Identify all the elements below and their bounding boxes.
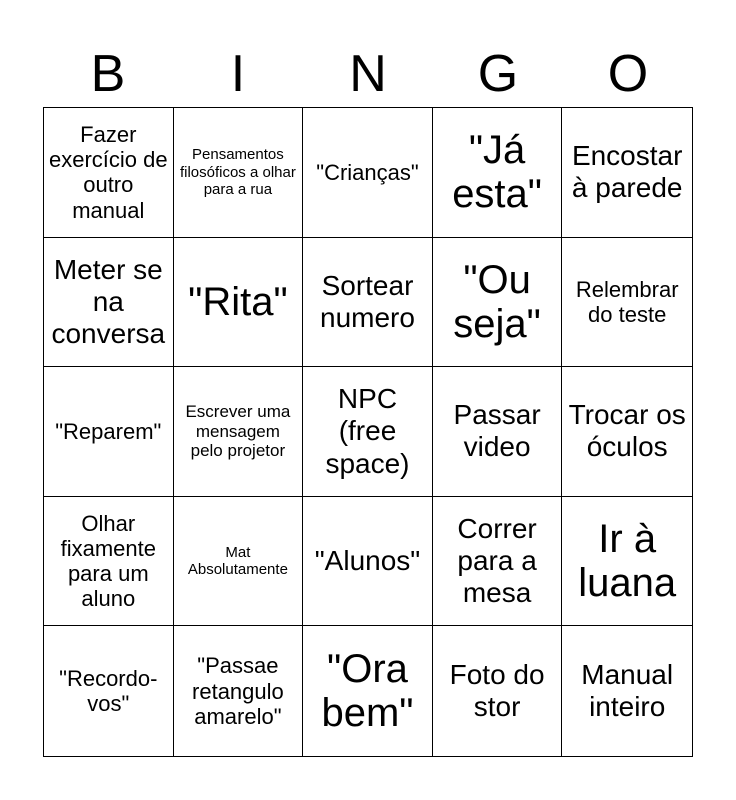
- bingo-cell-r3c4[interactable]: [433, 367, 563, 497]
- bingo-cell-r3c3-free-space[interactable]: [303, 367, 433, 497]
- bingo-cell-r5c5[interactable]: [562, 626, 692, 756]
- header-letter-n: N: [349, 45, 387, 103]
- cell-text: "Ora bem": [321, 647, 414, 736]
- bingo-cell-r2c3[interactable]: [303, 238, 433, 368]
- cell-text: Mat Absolutamente: [187, 543, 288, 579]
- bingo-cell-r1c1[interactable]: [44, 108, 174, 238]
- header-letter-g: G: [477, 45, 519, 103]
- cell-text: "Crianças": [316, 159, 419, 185]
- cell-text: Meter se na conversa: [51, 253, 166, 349]
- bingo-cell-r5c1[interactable]: [44, 626, 174, 756]
- bingo-cell-r4c5[interactable]: [562, 497, 692, 627]
- bingo-cell-r4c2[interactable]: [174, 497, 304, 627]
- cell-text: "Recordo-vos": [59, 665, 158, 717]
- bingo-header: [43, 40, 693, 108]
- cell-text: NPC (free space): [325, 383, 410, 479]
- bingo-cell-r5c4[interactable]: [433, 626, 563, 756]
- header-letter-o: O: [607, 45, 649, 103]
- bingo-cell-r4c3[interactable]: [303, 497, 433, 627]
- cell-text: "Rita": [188, 279, 288, 324]
- bingo-cell-r5c3[interactable]: [303, 626, 433, 756]
- cell-text: "Alunos": [314, 545, 421, 576]
- cell-text: Escrever uma mensagem pelo projetor: [185, 402, 291, 461]
- bingo-cell-r4c1[interactable]: [44, 497, 174, 627]
- cell-text: Encostar à parede: [571, 140, 683, 204]
- cell-text: Fazer exercício de outro manual: [48, 121, 168, 223]
- cell-text: "Reparem": [55, 418, 162, 444]
- bingo-cell-r1c3[interactable]: [303, 108, 433, 238]
- bingo-cell-r5c2[interactable]: [174, 626, 304, 756]
- bingo-cell-r1c2[interactable]: [174, 108, 304, 238]
- bingo-cell-r3c2[interactable]: [174, 367, 304, 497]
- bingo-cell-r1c5[interactable]: [562, 108, 692, 238]
- bingo-cell-r3c1[interactable]: [44, 367, 174, 497]
- bingo-board: [43, 107, 693, 757]
- cell-text: Ir à luana: [578, 517, 677, 606]
- cell-text: Manual inteiro: [581, 659, 674, 723]
- cell-text: Passar video: [453, 399, 541, 463]
- cell-text: Relembrar do teste: [575, 276, 679, 327]
- cell-text: Correr para a mesa: [457, 512, 537, 609]
- bingo-cell-r4c4[interactable]: [433, 497, 563, 627]
- header-letter-i: I: [230, 45, 246, 103]
- cell-text: "Ou seja": [453, 257, 541, 346]
- bingo-cell-r2c2[interactable]: [174, 238, 304, 368]
- cell-text: Olhar fixamente para um aluno: [60, 510, 156, 612]
- bingo-cell-r3c5[interactable]: [562, 367, 692, 497]
- header-letter-b: B: [90, 45, 126, 103]
- cell-text: "Já esta": [452, 128, 542, 217]
- cell-text: Foto do stor: [449, 659, 545, 723]
- cell-text: Trocar os óculos: [568, 399, 686, 463]
- bingo-cell-r1c4[interactable]: [433, 108, 563, 238]
- bingo-cell-r2c4[interactable]: [433, 238, 563, 368]
- bingo-cell-r2c5[interactable]: [562, 238, 692, 368]
- cell-text: Pensamentos filosóficos a olhar para a rua: [179, 146, 296, 198]
- cell-text: Sortear numero: [320, 269, 415, 333]
- bingo-cell-r2c1[interactable]: [44, 238, 174, 368]
- cell-text: "Passae retangulo amarelo": [192, 653, 284, 729]
